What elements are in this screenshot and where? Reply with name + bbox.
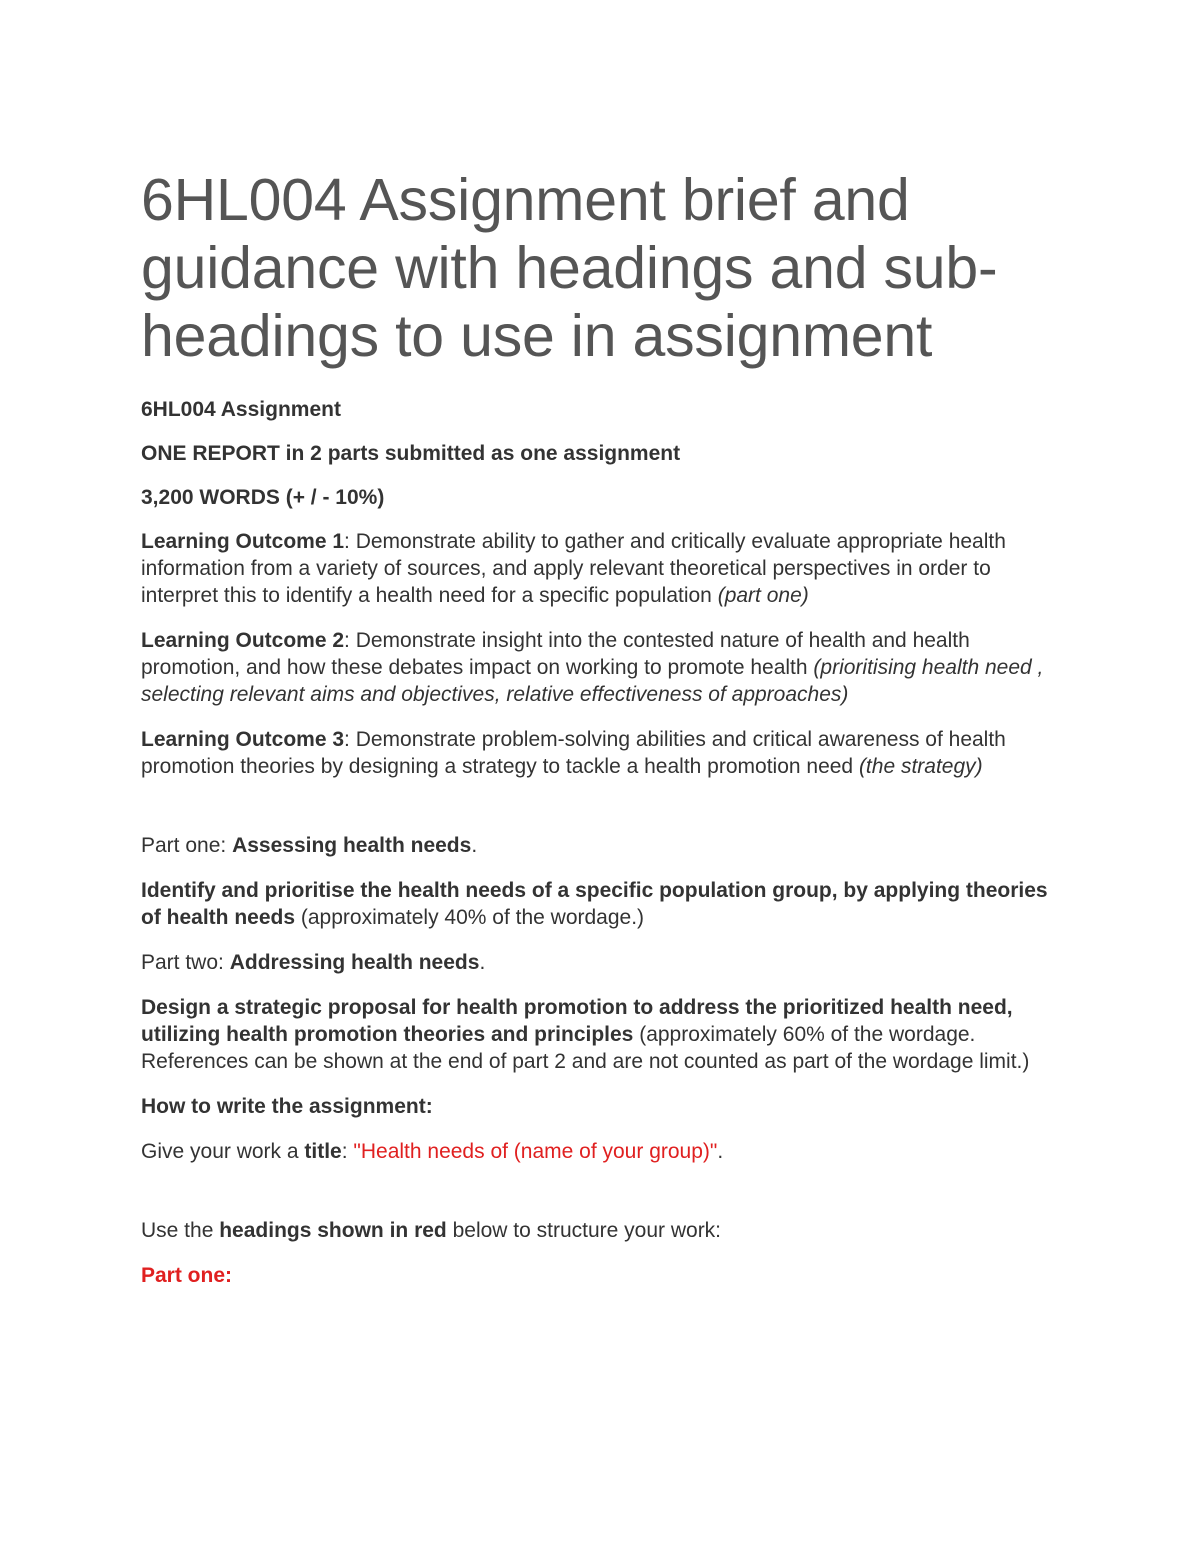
- part-one-suffix: .: [471, 834, 478, 857]
- title-instruction: [141, 1138, 1061, 1165]
- part-one-prefix: Part one:: [141, 834, 233, 857]
- learning-outcome-3-note: (the strategy): [858, 755, 983, 778]
- part-one-task: [141, 877, 1061, 931]
- headings-instruction: [141, 1217, 1061, 1244]
- learning-outcome-1-label: Learning Outcome 1: [141, 530, 345, 553]
- how-to-heading: [141, 1093, 1061, 1120]
- part-one-task-note: (approximately 40% of the wordage.): [295, 906, 645, 929]
- learning-outcome-3-text: : Demonstrate problem-solving abilities and critical awareness of health promotion theories by designing a strategy to tackle a health promotion need: [141, 728, 1006, 778]
- part-two-task-bold: Design a strategic proposal for health promotion to address the prioritized health need, utilizing health promotion theories and principles: [141, 996, 1013, 1046]
- part-one-task-bold: Identify and prioritise the health needs of a specific population group, by applying theories of health needs: [141, 879, 1048, 929]
- document-title: 6HL004 Assignment brief and guidance with headings and sub-headings to use in assignment: [141, 167, 998, 369]
- part-two-prefix: Part two:: [141, 951, 230, 974]
- learning-outcome-1-text: : Demonstrate ability to gather and critically evaluate appropriate health information from a variety of sources, and apply relevant theoretical perspectives in order to interpret this to identify a health need for a specific population: [141, 530, 1006, 607]
- part-two-line: [141, 949, 1061, 976]
- red-part-one-heading: [141, 1262, 1061, 1289]
- headings-instruction-suffix: below to structure your work:: [446, 1219, 722, 1242]
- learning-outcome-1: [141, 528, 1061, 609]
- how-to-heading-text: How to write the assignment:: [141, 1095, 433, 1118]
- part-two-heading: Addressing health needs: [229, 951, 480, 974]
- learning-outcome-3-label: Learning Outcome 3: [141, 728, 345, 751]
- title-instruction-word: title: [304, 1140, 342, 1163]
- red-part-one-heading-text: Part one:: [141, 1264, 233, 1287]
- learning-outcome-2-note: (prioritising health need , selecting relevant aims and objectives, relative effectiveness of approaches): [141, 656, 1044, 706]
- assignment-label: [141, 396, 1061, 423]
- learning-outcome-3: [141, 726, 1061, 780]
- title-example: "Health needs of (name of your group)": [353, 1140, 718, 1163]
- part-two-suffix: .: [479, 951, 486, 974]
- headings-instruction-prefix: Use the: [141, 1219, 220, 1242]
- part-one-heading: Assessing health needs: [232, 834, 472, 857]
- title-instruction-colon: :: [341, 1140, 354, 1163]
- learning-outcome-2: [141, 627, 1061, 708]
- title-instruction-prefix: Give your work a: [141, 1140, 305, 1163]
- document-page: [141, 166, 1061, 1307]
- title-instruction-end: .: [717, 1140, 724, 1163]
- learning-outcome-2-label: Learning Outcome 2: [141, 629, 345, 652]
- learning-outcome-2-text: : Demonstrate insight into the contested nature of health and health promotion, and how these debates impact on working to promote health: [141, 629, 970, 679]
- part-two-task: [141, 994, 1061, 1075]
- assignment-label-text: 6HL004 Assignment: [141, 398, 341, 421]
- part-one-line: [141, 832, 1061, 859]
- report-label: [141, 440, 1061, 467]
- word-count-text: 3,200 WORDS (+ / - 10%): [141, 486, 385, 509]
- word-count-label: [141, 484, 1061, 511]
- headings-instruction-bold: headings shown in red: [219, 1219, 447, 1242]
- report-label-text: ONE REPORT in 2 parts submitted as one assignment: [141, 442, 681, 465]
- learning-outcome-1-note: (part one): [717, 584, 809, 607]
- part-two-task-note: (approximately 60% of the wordage. References can be shown at the end of part 2 and are not counted as part of the wordage limit.): [141, 1023, 1030, 1073]
